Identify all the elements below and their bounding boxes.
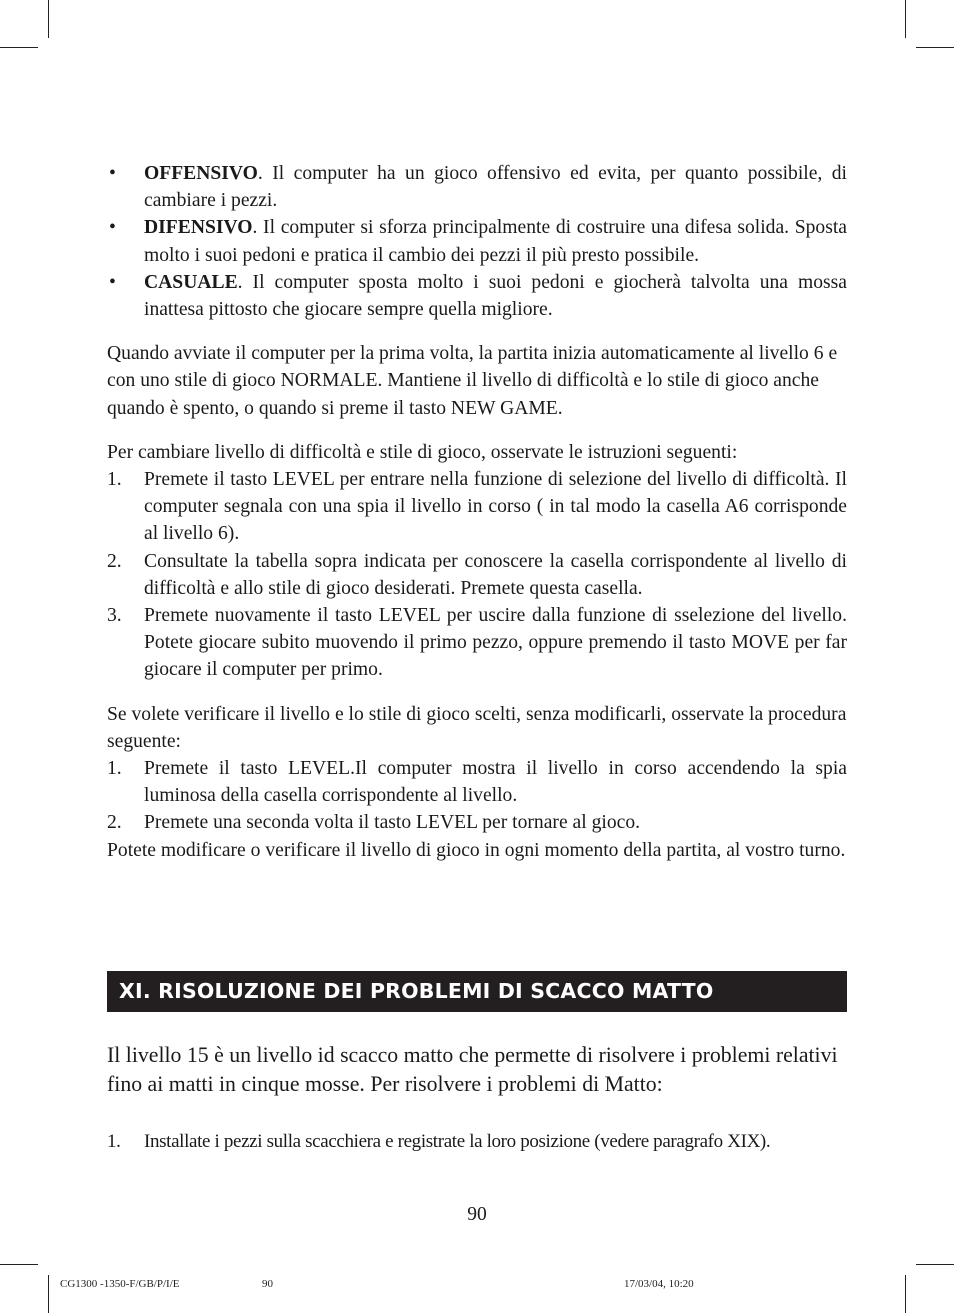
crop-mark <box>905 0 906 38</box>
bullet-text: . Il computer si sforza principalmente di costruire una difesa solida. Sposta molto i suoi pedoni e pratica il cambio dei pezzi il più presto possibile. <box>144 217 847 266</box>
crop-mark <box>0 47 38 48</box>
bullet-text: . Il computer ha un gioco offensivo ed evita, per quanto possibile, di cambiare i pezzi. <box>144 163 847 212</box>
list-number: 1. <box>107 1131 121 1152</box>
section-title: XI. RISOLUZIONE DEI PROBLEMI DI SCACCO MATTO <box>119 979 714 1003</box>
list-number: 2. <box>107 550 122 572</box>
bullet-term: OFFENSIVO <box>144 163 258 184</box>
list-item <box>107 1128 847 1155</box>
bullet-text: . Il computer sposta molto i suoi pedoni e giocherà talvolta una mossa inattesa pittosto che giocare sempre quella migliore. <box>144 271 847 321</box>
crop-mark <box>48 0 49 38</box>
slug-code: CG1300 -1350-F/GB/P/I/E <box>60 1278 180 1290</box>
bullet-icon: • <box>109 163 116 184</box>
crop-mark <box>0 1264 38 1265</box>
list-item <box>107 755 847 809</box>
paragraph-verify-level: Se volete verificare il livello e lo stile di gioco scelti, senza modificarli, osservate la procedura seguente: <box>107 703 847 752</box>
list-item <box>107 466 847 548</box>
bullet-icon: • <box>109 217 116 239</box>
crop-mark <box>905 1275 906 1313</box>
list-text: Premete nuovamente il tasto LEVEL per uscire dalla funzione di sselezione del livello. Potete giocare subito muovendo il primo pezzo, oppure premendo il tasto MOVE per far giocare il computer per primo. <box>144 605 847 681</box>
list-text: Premete il tasto LEVEL per entrare nella funzione di selezione del livello di difficoltà. Il computer segnala con una spia il livello in corso ( in tal modo la casella A6 corrisponde al livello 6). <box>144 469 847 545</box>
section-steps <box>107 1128 847 1155</box>
section-heading-bar <box>107 971 847 1012</box>
list-text: Consultate la tabella sopra indicata per conoscere la casella corrispondente al livello di difficoltà e allo stile di gioco desiderati. Premete questa casella. <box>144 550 847 599</box>
paragraph-startup: Quando avviate il computer per la prima volta, la partita inizia automaticamente al livello 6 e con uno stile di gioco NORMALE. Mantiene il livello di difficoltà e lo stile di gioco anche quando è spento, o quando si preme il tasto NEW GAME. <box>107 343 838 419</box>
list-item <box>107 548 847 602</box>
list-text: Premete il tasto LEVEL.Il computer mostra il livello in corso accendendo la spia luminosa della casella corrispondente al livello. <box>144 758 847 807</box>
bullet-item-casuale <box>107 269 847 323</box>
list-item <box>107 809 847 836</box>
paragraph-change-level: Per cambiare livello di difficoltà e stile di gioco, osservate le istruzioni seguenti: <box>107 441 738 463</box>
crop-mark <box>48 1275 49 1313</box>
crop-mark <box>916 1264 954 1265</box>
bullet-item-offensivo <box>107 160 847 214</box>
list-text: Installate i pezzi sulla scacchiera e registrate la loro posizione (vedere paragrafo XIX). <box>144 1131 771 1152</box>
section-intro: Il livello 15 è un livello id scacco matto che permette di risolvere i problemi relativi fino ai matti in cinque mosse. Per risolvere i problemi di Matto: <box>107 1043 838 1096</box>
list-number: 2. <box>107 812 122 834</box>
list-number: 1. <box>107 469 122 491</box>
list-text: Premete una seconda volta il tasto LEVEL per tornare al gioco. <box>144 812 641 834</box>
main-content <box>107 160 847 864</box>
bullet-icon: • <box>109 271 116 293</box>
slug-date: 17/03/04, 10:20 <box>624 1278 694 1290</box>
list-number: 3. <box>107 605 122 627</box>
list-item <box>107 602 847 684</box>
slug-page: 90 <box>262 1278 273 1290</box>
bullet-term: DIFENSIVO <box>144 217 253 239</box>
page-number: 90 <box>467 1204 487 1225</box>
crop-mark <box>916 47 954 48</box>
bullet-item-difensivo <box>107 214 847 268</box>
paragraph-modify-anytime: Potete modificare o verificare il livello di gioco in ogni momento della partita, al vostro turno. <box>107 839 846 861</box>
bullet-term: CASUALE <box>144 271 238 293</box>
list-number: 1. <box>107 758 122 780</box>
